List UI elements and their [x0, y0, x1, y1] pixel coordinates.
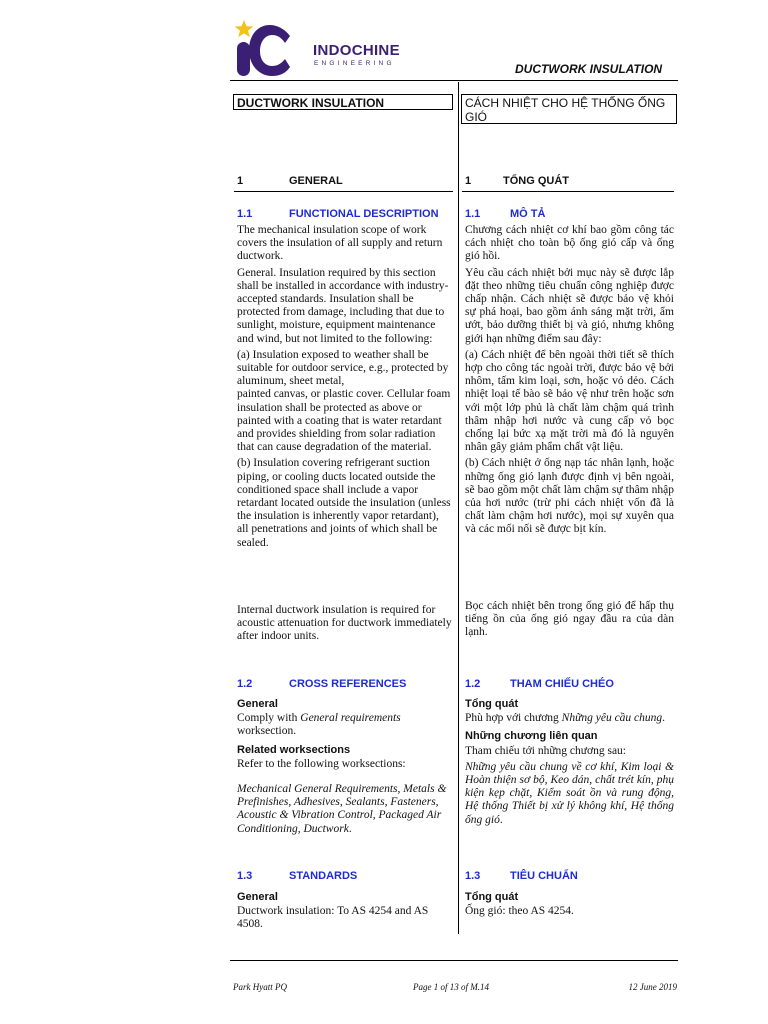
- right-section-1-heading: [465, 175, 674, 187]
- text: .: [499, 813, 503, 826]
- left-section-1-1-heading: [237, 208, 457, 220]
- paragraph: Refer to the following worksections:: [237, 757, 406, 770]
- section-number: 1: [237, 175, 244, 187]
- text: worksection.: [237, 725, 297, 738]
- section-number: 1.2: [237, 678, 253, 690]
- section-title: FUNCTIONAL DESCRIPTION: [289, 208, 439, 220]
- subheading-related: Những chương liên quan: [465, 730, 598, 743]
- subheading-general: Tổng quát: [465, 891, 519, 903]
- text: Comply with: [237, 712, 301, 725]
- worksection-list: [237, 783, 453, 836]
- section-title: THAM CHIẾU CHÉO: [510, 678, 614, 690]
- paragraph: painted canvas, or plastic cover. Cellular foam insulation shall be protected as above or painted with a coating that is water retardant and provides shielding from solar radiation that can cause degradation of the material.: [237, 388, 451, 454]
- paragraph: [465, 712, 674, 725]
- section-number: 1.1: [237, 208, 253, 220]
- right-section-1-3-heading: [465, 870, 674, 882]
- right-cross-references: [465, 698, 674, 830]
- section-rule: [462, 191, 674, 192]
- text: Mechanical General Requirements, Metals & Prefinishes, Adhesives, Sealants, Fasteners, Acoustic & Vibration Control, Packaged Air Conditioning, Ductwork: [237, 783, 447, 835]
- section-number: 1.3: [465, 870, 481, 882]
- left-internal-insulation: Internal ductwork insulation is required for acoustic attenuation for ductwork immediately after indoor units.: [237, 604, 452, 643]
- section-rule: [234, 191, 453, 192]
- company-name: INDOCHINE: [313, 42, 400, 59]
- logo-mark-icon: [230, 14, 310, 80]
- right-title-box: CÁCH NHIỆT CHO HỆ THỐNG ỐNG GIÓ: [461, 94, 677, 124]
- subheading-general: Tổng quát: [465, 698, 519, 710]
- paragraph: (b) Insulation covering refrigerant suction piping, or cooling ducts located outside the conditioned space shall include a vapor retardant located outside the insulation (unless the insulation is inherently vapor retardant), all penetrations and joints of which shall be sealed.: [237, 457, 451, 549]
- left-functional-description: [237, 224, 453, 553]
- subheading-general: General: [237, 698, 278, 710]
- company-logo: [230, 14, 310, 80]
- paragraph: Chương cách nhiệt cơ khí bao gồm công tác cách nhiệt cho toàn bộ ống gió cấp và ống gió hồi.: [465, 224, 674, 263]
- left-section-1-3-heading: [237, 870, 453, 882]
- company-tagline: ENGINEERING: [314, 60, 395, 67]
- text: General requirements: [300, 712, 401, 725]
- text: .: [662, 712, 666, 725]
- footer-project: Park Hyatt PQ: [233, 982, 287, 992]
- right-standards: [465, 891, 674, 921]
- right-section-1-2-heading: [465, 678, 674, 690]
- paragraph: (a) Cách nhiệt để bên ngoài thời tiết sẽ thích hợp cho công tác ngoài trời, được bảo vệ bởi nhôm, tấm kim loại, sơn, hoặc vỏ dẻo. Cách nhiệt loại tế bào sẽ bảo vệ như trên hoặc sơn với một lớp phủ là chất làm chậm quá trình thâm nhập hơi nước và cung cấp vỏ bọc chống lại bức xạ mặt trời mà đó là nguyên nhân gây giảm phẩm chất vật liệu.: [465, 348, 674, 454]
- section-number: 1.2: [465, 678, 481, 690]
- left-cross-references: [237, 698, 453, 839]
- section-title: MÔ TẢ: [510, 208, 546, 220]
- paragraph: General. Insulation required by this section shall be installed in accordance with industry-accepted standards. Insulation shall be protected from damage, including that due to sunlight, moisture, equipment maintenance and wind, but not limited to the following:: [237, 266, 449, 345]
- paragraph: Ductwork insulation: To AS 4254 and AS 4508.: [237, 905, 429, 931]
- right-functional-description: [465, 224, 674, 540]
- text: Những yêu cầu chung: [561, 712, 663, 725]
- text: Những yêu cầu chung về cơ khí, Kim loại & Hoàn thiện sơ bộ, Keo dán, chất trét kín, phụ kiện kẹp chặt, Kiểm soát ồn và rung động, Hệ thống Thiết bị xử lý không khí, Hệ thống ống gió: [465, 760, 674, 826]
- section-title: GENERAL: [289, 175, 343, 187]
- section-number: 1: [465, 175, 472, 187]
- section-title: TỔNG QUÁT: [503, 175, 569, 187]
- paragraph: (b) Cách nhiệt ở ống nạp tác nhân lạnh, hoặc những ống gió lạnh được định vị bên ngoài, sẽ bao gồm một chất làm chậm sự thâm nhập của hơi nước (trừ phi cách nhiệt vốn đã là chất làm chậm hơi nước), mọi sự xuyên qua và các mối nối sẽ được bịt kín.: [465, 457, 674, 536]
- paragraph: Yêu cầu cách nhiệt bởi mục này sẽ được lắp đặt theo những tiêu chuẩn công nghiệp được chấp nhận. Cách nhiệt sẽ được bảo vệ khỏi sự phá hoại, bao gồm ánh sáng mặt trời, ẩm ướt, bảo dưỡng thiết bị và gió, nhưng không giới hạn những điểm sau đây:: [465, 266, 674, 345]
- document-title: DUCTWORK INSULATION: [515, 62, 663, 76]
- section-number: 1.3: [237, 870, 253, 882]
- left-title-box: DUCTWORK INSULATION: [233, 94, 453, 110]
- paragraph: Ống gió: theo AS 4254.: [465, 905, 574, 918]
- subheading-general: General: [237, 891, 278, 903]
- paragraph: The mechanical insulation scope of work covers the insulation of all supply and return ductwork.: [237, 224, 443, 263]
- right-internal-insulation: Bọc cách nhiệt bên trong ống gió để hấp thụ tiếng ồn của ống gió ngay đầu ra của dàn lạnh.: [465, 600, 674, 639]
- paragraph: [237, 712, 453, 738]
- footer-date: 12 June 2019: [628, 982, 677, 992]
- header-rule: [230, 80, 678, 81]
- subheading-related: Related worksections: [237, 743, 351, 756]
- footer-page: Page 1 of 13 of M.14: [413, 982, 489, 992]
- footer-rule: [230, 960, 678, 961]
- paragraph: Tham chiếu tới những chương sau:: [465, 744, 626, 757]
- worksection-list: [465, 761, 674, 827]
- section-title: TIÊU CHUẨN: [510, 870, 578, 882]
- section-number: 1.1: [465, 208, 481, 220]
- left-section-1-heading: [237, 175, 453, 187]
- column-divider: [458, 82, 459, 934]
- paragraph: (a) Insulation exposed to weather shall be suitable for outdoor service, e.g., protected by aluminum, sheet metal,: [237, 348, 449, 388]
- section-title: STANDARDS: [289, 870, 358, 882]
- right-section-1-1-heading: [465, 208, 674, 220]
- section-title: CROSS REFERENCES: [289, 678, 407, 690]
- text: Phù hợp với chương: [465, 712, 562, 725]
- left-section-1-2-heading: [237, 678, 453, 690]
- text: .: [348, 822, 352, 835]
- left-standards: [237, 891, 453, 935]
